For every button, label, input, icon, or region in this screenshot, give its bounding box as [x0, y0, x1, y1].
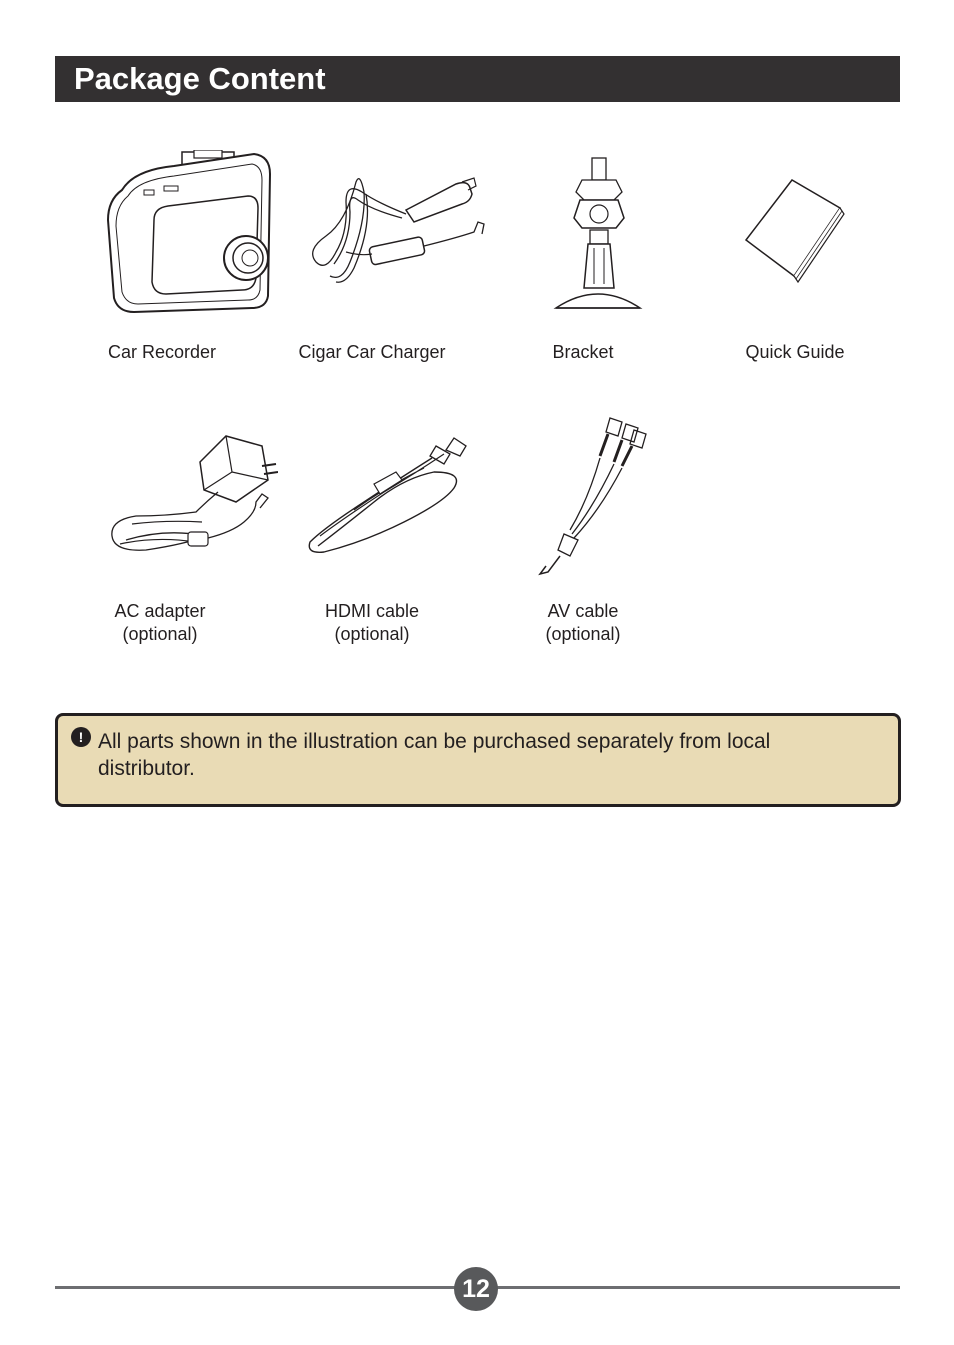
bracket-illustration	[552, 156, 644, 314]
item-label: Cigar Car Charger	[298, 342, 446, 362]
ac-adapter-illustration	[106, 432, 278, 560]
av-cable-illustration	[534, 410, 650, 578]
item-name: HDMI cable	[324, 601, 420, 621]
note-box	[55, 713, 901, 807]
item-optional: (optional)	[334, 624, 410, 644]
quick-guide-illustration	[744, 178, 848, 284]
item-name: AC adapter	[114, 601, 206, 621]
item-optional: (optional)	[545, 624, 621, 644]
item-label: Quick Guide	[745, 342, 845, 362]
car-recorder-illustration	[104, 150, 274, 318]
hdmi-cable-illustration	[304, 432, 470, 560]
item-label: Bracket	[552, 342, 614, 362]
item-label	[272, 600, 472, 646]
section-header	[55, 56, 900, 102]
item-name: AV cable	[547, 601, 619, 621]
exclamation-icon: !	[71, 727, 91, 747]
item-label	[483, 600, 683, 646]
item-label: Car Recorder	[107, 342, 217, 362]
cigar-charger-illustration	[306, 172, 490, 292]
note-text: All parts shown in the illustration can be purchased separately from local distributor.	[98, 730, 771, 780]
page-title: Package Content	[74, 61, 326, 96]
page-number: 12	[454, 1267, 498, 1311]
item-label	[60, 600, 260, 646]
item-optional: (optional)	[122, 624, 198, 644]
